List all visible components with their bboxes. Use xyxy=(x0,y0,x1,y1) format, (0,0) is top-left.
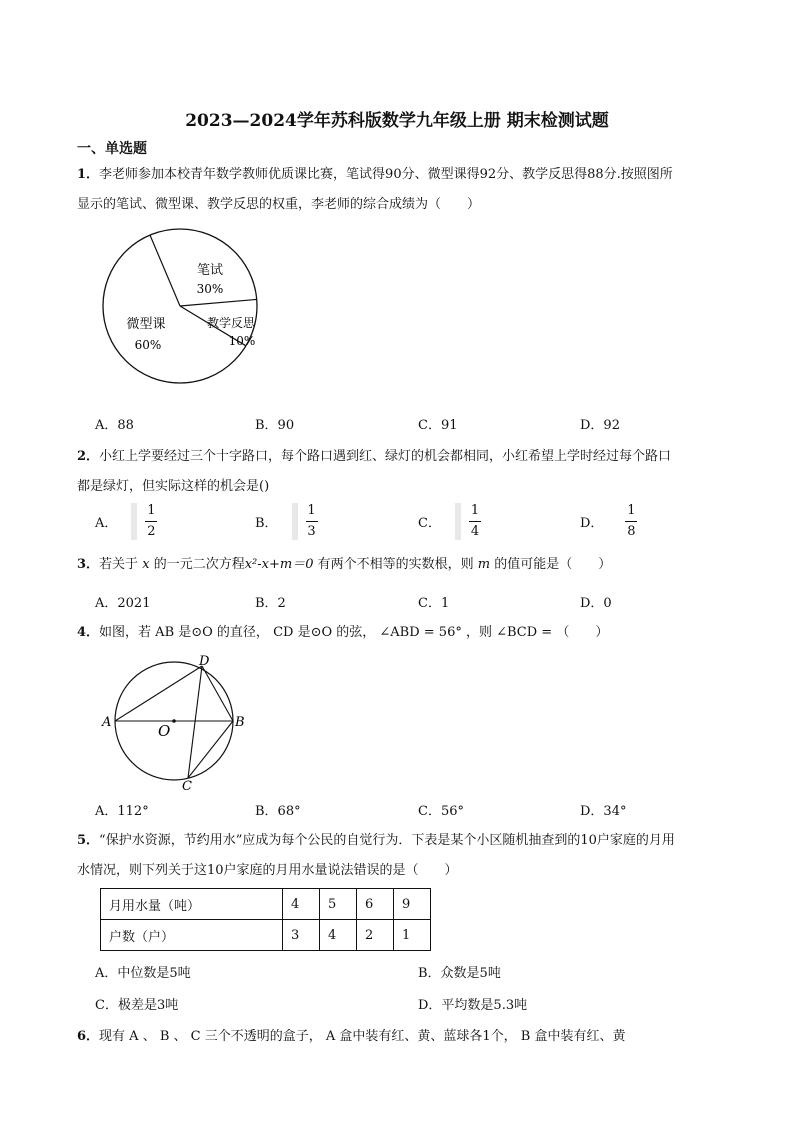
option-b[interactable]: B．90 xyxy=(255,418,295,433)
question-text-line1: 李老师参加本校青年数学教师优质课比赛，笔试得90分、微型课得92分、教学反思得88分.按照图所 xyxy=(99,167,673,182)
pie-percent-bishi: 30% xyxy=(196,282,224,296)
option-c[interactable]: C．91 xyxy=(418,418,458,433)
question-text: 有两个不相等的实数根，则 xyxy=(317,557,474,572)
option-c[interactable]: C．极差是3吨 xyxy=(95,998,179,1013)
option-b[interactable]: B．68° xyxy=(255,804,301,819)
table-header-cell: 户数（户） xyxy=(101,920,283,951)
options-q5-row2 xyxy=(95,994,745,1018)
pie-label-jiaoxuefansi: 教学反思 xyxy=(206,316,256,330)
question-1 xyxy=(77,160,751,220)
option-b[interactable]: B．2 xyxy=(255,596,286,611)
option-d[interactable]: D．0 xyxy=(580,596,612,611)
fraction xyxy=(455,503,481,540)
question-text-line1: “保护水资源，节约用水”应成为每个公民的自觉行为．下表是某个小区随机抽查到的10户家庭的月用 xyxy=(99,833,675,848)
question-text: 的值可能是（ ） xyxy=(494,557,612,572)
denominator: 4 xyxy=(470,524,480,539)
question-number: 6． xyxy=(77,1029,100,1044)
question-number: 5． xyxy=(77,833,100,848)
pie-label-bishi: 笔试 xyxy=(196,263,224,278)
question-number: 3． xyxy=(77,557,100,572)
table-row xyxy=(101,920,431,951)
option-d[interactable]: D．34° xyxy=(580,804,627,819)
point-label-o: O xyxy=(158,722,171,740)
option-a[interactable]: A．112° xyxy=(95,804,149,819)
table-row xyxy=(101,889,431,920)
table-header-cell: 月用水量（吨） xyxy=(101,889,283,920)
option-b[interactable] xyxy=(255,503,318,540)
question-text-line2: 显示的笔试、微型课、教学反思的权重，李老师的综合成绩为（ ） xyxy=(77,197,481,212)
point-label-a: A xyxy=(102,715,112,730)
options-q1 xyxy=(95,414,745,438)
options-q2 xyxy=(95,503,745,543)
option-c[interactable] xyxy=(418,503,481,540)
question-text: 若关于 xyxy=(99,557,139,572)
section-heading: 一、单选题 xyxy=(77,141,147,157)
fraction xyxy=(292,503,318,540)
numerator: 1 xyxy=(470,503,480,518)
question-text: 现有 A 、 B 、 C 三个不透明的盒子， A 盒中装有红、黄、蓝球各1个， B 盒中装有红、黄 xyxy=(99,1029,626,1044)
pie-percent-weixingke: 60% xyxy=(134,338,162,352)
options-q3 xyxy=(95,592,745,616)
point-label-d: D xyxy=(199,654,210,669)
option-letter: D． xyxy=(580,516,604,531)
option-d[interactable]: D．平均数是5.3吨 xyxy=(418,998,528,1013)
water-usage-table xyxy=(100,888,431,951)
option-letter: A． xyxy=(95,516,118,531)
option-c[interactable]: C．56° xyxy=(418,804,464,819)
numerator: 1 xyxy=(307,503,316,518)
question-5 xyxy=(77,826,751,886)
table-cell: 1 xyxy=(394,920,431,951)
option-a[interactable]: A．中位数是5吨 xyxy=(95,966,191,981)
option-letter: C． xyxy=(418,516,441,531)
pie-chart xyxy=(100,218,265,398)
question-text: 的一元二次方程 xyxy=(153,557,245,572)
option-letter: B． xyxy=(255,516,278,531)
table-cell: 4 xyxy=(320,920,357,951)
question-4 xyxy=(77,618,751,648)
numerator: 1 xyxy=(147,503,156,518)
question-3 xyxy=(77,550,751,580)
point-label-b: B xyxy=(235,715,245,730)
pie-label-weixingke: 微型课 xyxy=(126,317,166,332)
table-cell: 4 xyxy=(283,889,320,920)
options-q4 xyxy=(95,800,745,824)
table-cell: 2 xyxy=(357,920,394,951)
point-label-c: C xyxy=(182,779,192,794)
table-cell: 5 xyxy=(320,889,357,920)
table-cell: 9 xyxy=(394,889,431,920)
fraction xyxy=(131,503,157,540)
question-6 xyxy=(77,1022,751,1052)
denominator: 2 xyxy=(147,524,156,539)
question-text-line2: 水情况，则下列关于这10户家庭的月用水量说法错误的是（ ） xyxy=(77,863,458,878)
question-text-line2: 都是绿灯，但实际这样的机会是() xyxy=(77,479,270,494)
pie-percent-jiaoxuefansi: 10% xyxy=(228,334,256,348)
option-b[interactable]: B．众数是5吨 xyxy=(418,966,501,981)
circle-figure xyxy=(98,652,258,794)
question-number: 1． xyxy=(77,167,100,182)
denominator: 8 xyxy=(627,524,636,539)
equation: x²-x+m＝0 xyxy=(244,557,314,572)
fraction xyxy=(617,503,637,540)
page-title: 2023—2024学年苏科版数学九年级上册 期末检测试题 xyxy=(185,111,609,131)
variable-x: x xyxy=(142,557,150,572)
table-cell: 3 xyxy=(283,920,320,951)
option-d[interactable] xyxy=(580,503,637,540)
denominator: 3 xyxy=(307,524,316,539)
option-c[interactable]: C．1 xyxy=(418,596,450,611)
option-a[interactable] xyxy=(95,503,157,540)
option-a[interactable]: A．2021 xyxy=(95,596,151,611)
question-2 xyxy=(77,442,751,502)
numerator: 1 xyxy=(627,503,636,518)
question-number: 4． xyxy=(77,625,100,640)
variable-m: m xyxy=(477,557,491,572)
options-q5-row1 xyxy=(95,962,745,986)
question-number: 2． xyxy=(77,449,100,464)
option-a[interactable]: A．88 xyxy=(95,418,134,433)
option-d[interactable]: D．92 xyxy=(580,418,620,433)
question-text-line1: 小红上学要经过三个十字路口，每个路口遇到红、绿灯的机会都相同，小红希望上学时经过每个路口 xyxy=(99,449,672,464)
question-text: 如图，若 AB 是⊙O 的直径， CD 是⊙O 的弦， ∠ABD = 56° ，则 ∠BCD = （ ） xyxy=(99,625,609,640)
table-cell: 6 xyxy=(357,889,394,920)
